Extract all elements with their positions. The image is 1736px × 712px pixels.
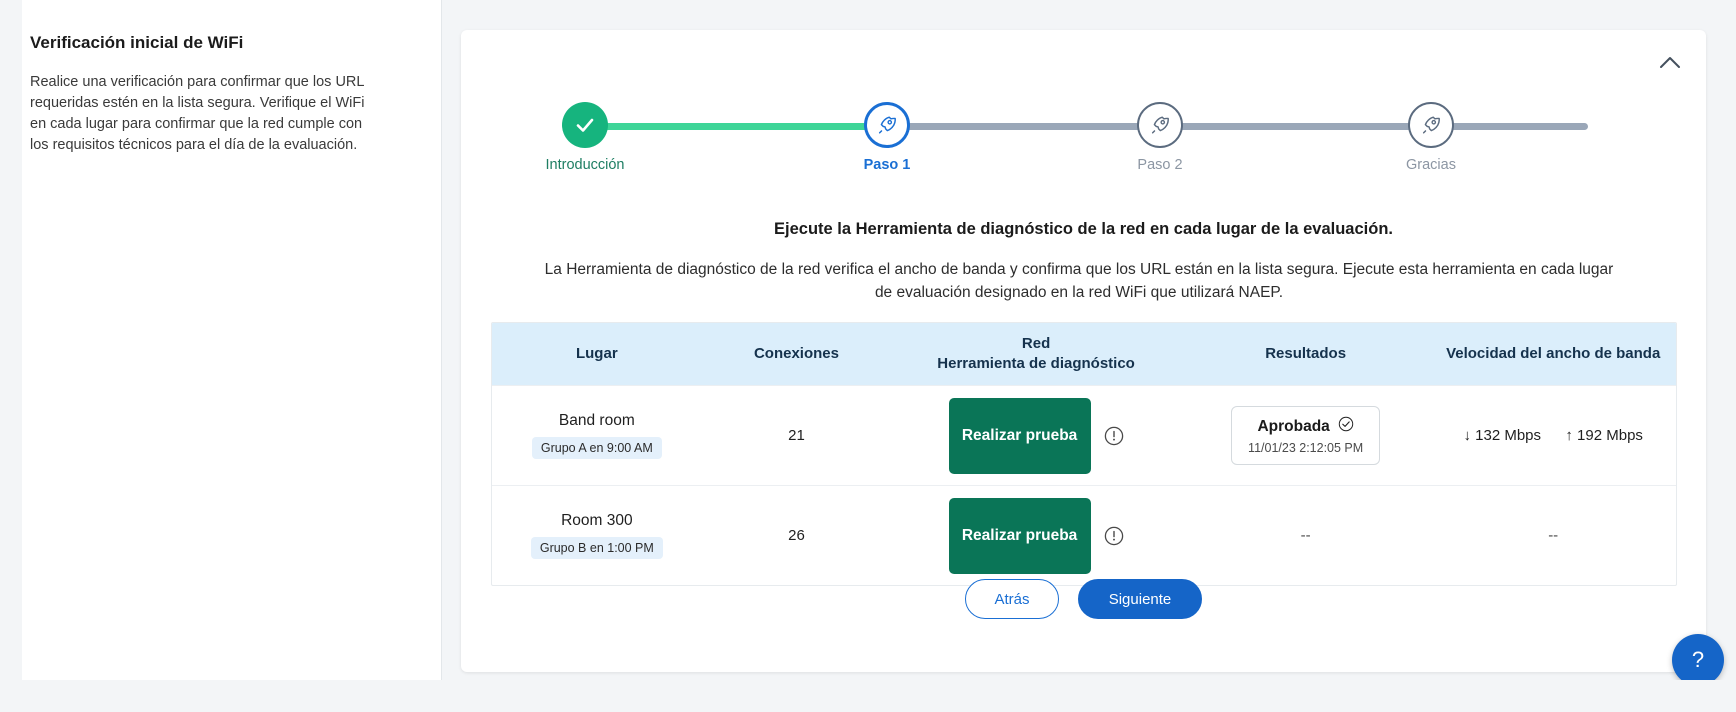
result-empty: --: [1300, 527, 1311, 544]
place-name: Room 300: [561, 512, 633, 529]
status-badge: Aprobada: [1257, 417, 1330, 435]
page-description: La Herramienta de diagnóstico de la red verifica el ancho de banda y confirma que los URL están en la lista segura. Ejecute esta herramienta en cada lugar de evaluación designado en la red WiFi que utilizará NAEP.: [544, 261, 1614, 301]
place-name: Band room: [558, 412, 635, 429]
column-header-network-tool: [891, 334, 1181, 374]
wizard-card: [461, 30, 1706, 672]
info-icon[interactable]: [1104, 526, 1124, 546]
locations-table: [491, 322, 1677, 586]
stepper-label-paso-1: Paso 1: [863, 157, 911, 173]
cell-place: [492, 512, 702, 559]
cell-place: [492, 412, 702, 459]
page-title: Ejecute la Herramienta de diagnóstico de la red en cada lugar de la evaluación.: [774, 220, 1393, 238]
column-header-network-tool-line1: Red: [1021, 335, 1051, 352]
info-icon[interactable]: [1104, 426, 1124, 446]
sidebar-panel: [22, 0, 442, 680]
upload-speed: 192 Mbps: [1577, 427, 1643, 444]
check-icon: [573, 113, 597, 137]
rocket-icon: [1149, 114, 1171, 136]
run-test-button[interactable]: Realizar prueba: [949, 498, 1091, 574]
column-header-network-tool-line2: Herramienta de diagnóstico: [937, 355, 1135, 372]
stepper-bubble-paso-1: [864, 102, 910, 148]
sidebar-description: Realice una verificación para confirmar que los URL requeridas estén en la lista segura. Verifique el WiFi en cada lugar para confirmar que la red cumple con los requisitos técnicos para el día de la evaluación.: [30, 74, 365, 153]
result-status-line: [1248, 416, 1363, 437]
stepper-bubble-introduccion: [562, 102, 608, 148]
table-header-row: [492, 323, 1676, 385]
cell-connections: 26: [788, 527, 805, 544]
column-header-results: Resultados: [1265, 345, 1347, 362]
download-speed: 132 Mbps: [1475, 427, 1542, 444]
column-header-place: Lugar: [575, 345, 618, 362]
cell-results: [1181, 527, 1431, 544]
result-badge: [1231, 406, 1380, 465]
page-bottom-strip: [0, 680, 1736, 712]
cell-results: [1181, 406, 1431, 465]
table-row: [492, 385, 1676, 485]
sidebar-title: Verificación inicial de WiFi: [30, 33, 244, 52]
check-circle-icon: [1338, 416, 1354, 437]
column-header-connections: Conexiones: [753, 345, 839, 362]
cell-bandwidth: [1430, 427, 1676, 444]
help-icon[interactable]: ?: [1672, 634, 1724, 686]
progress-stepper: [523, 80, 1643, 190]
stepper-bubble-gracias: [1408, 102, 1454, 148]
stepper-label-gracias: Gracias: [1406, 157, 1456, 173]
cell-network-tool: [891, 498, 1181, 574]
place-session-chip: Grupo B en 1:00 PM: [531, 537, 663, 559]
rocket-icon: [1420, 114, 1442, 136]
cell-connections: 21: [788, 427, 805, 444]
stepper-label-paso-2: Paso 2: [1137, 157, 1183, 173]
stepper-bubble-paso-2: [1137, 102, 1183, 148]
stepper-step-paso-2[interactable]: [1100, 102, 1220, 173]
stepper-label-introduccion: Introducción: [545, 157, 625, 173]
stepper-step-paso-1[interactable]: [827, 102, 947, 173]
upload-arrow-icon: ↑: [1565, 427, 1573, 444]
result-timestamp: 11/01/23 2:12:05 PM: [1248, 441, 1364, 455]
bandwidth-values: [1463, 427, 1642, 444]
run-test-button[interactable]: Realizar prueba: [949, 398, 1091, 474]
next-button[interactable]: Siguiente: [1078, 579, 1202, 619]
collapse-chevron-icon[interactable]: [1657, 50, 1683, 76]
bandwidth-empty: --: [1548, 527, 1559, 544]
cell-bandwidth: [1430, 527, 1676, 544]
column-header-bandwidth: Velocidad del ancho de banda: [1446, 345, 1661, 362]
wizard-footer: [461, 579, 1706, 619]
stepper-step-gracias[interactable]: [1371, 102, 1491, 173]
cell-network-tool: [891, 398, 1181, 474]
rocket-icon: [876, 114, 898, 136]
back-button[interactable]: Atrás: [965, 579, 1059, 619]
download-arrow-icon: ↓: [1463, 427, 1471, 444]
table-row: [492, 485, 1676, 585]
place-session-chip: Grupo A en 9:00 AM: [532, 437, 662, 459]
stepper-step-introduccion[interactable]: [525, 102, 645, 173]
